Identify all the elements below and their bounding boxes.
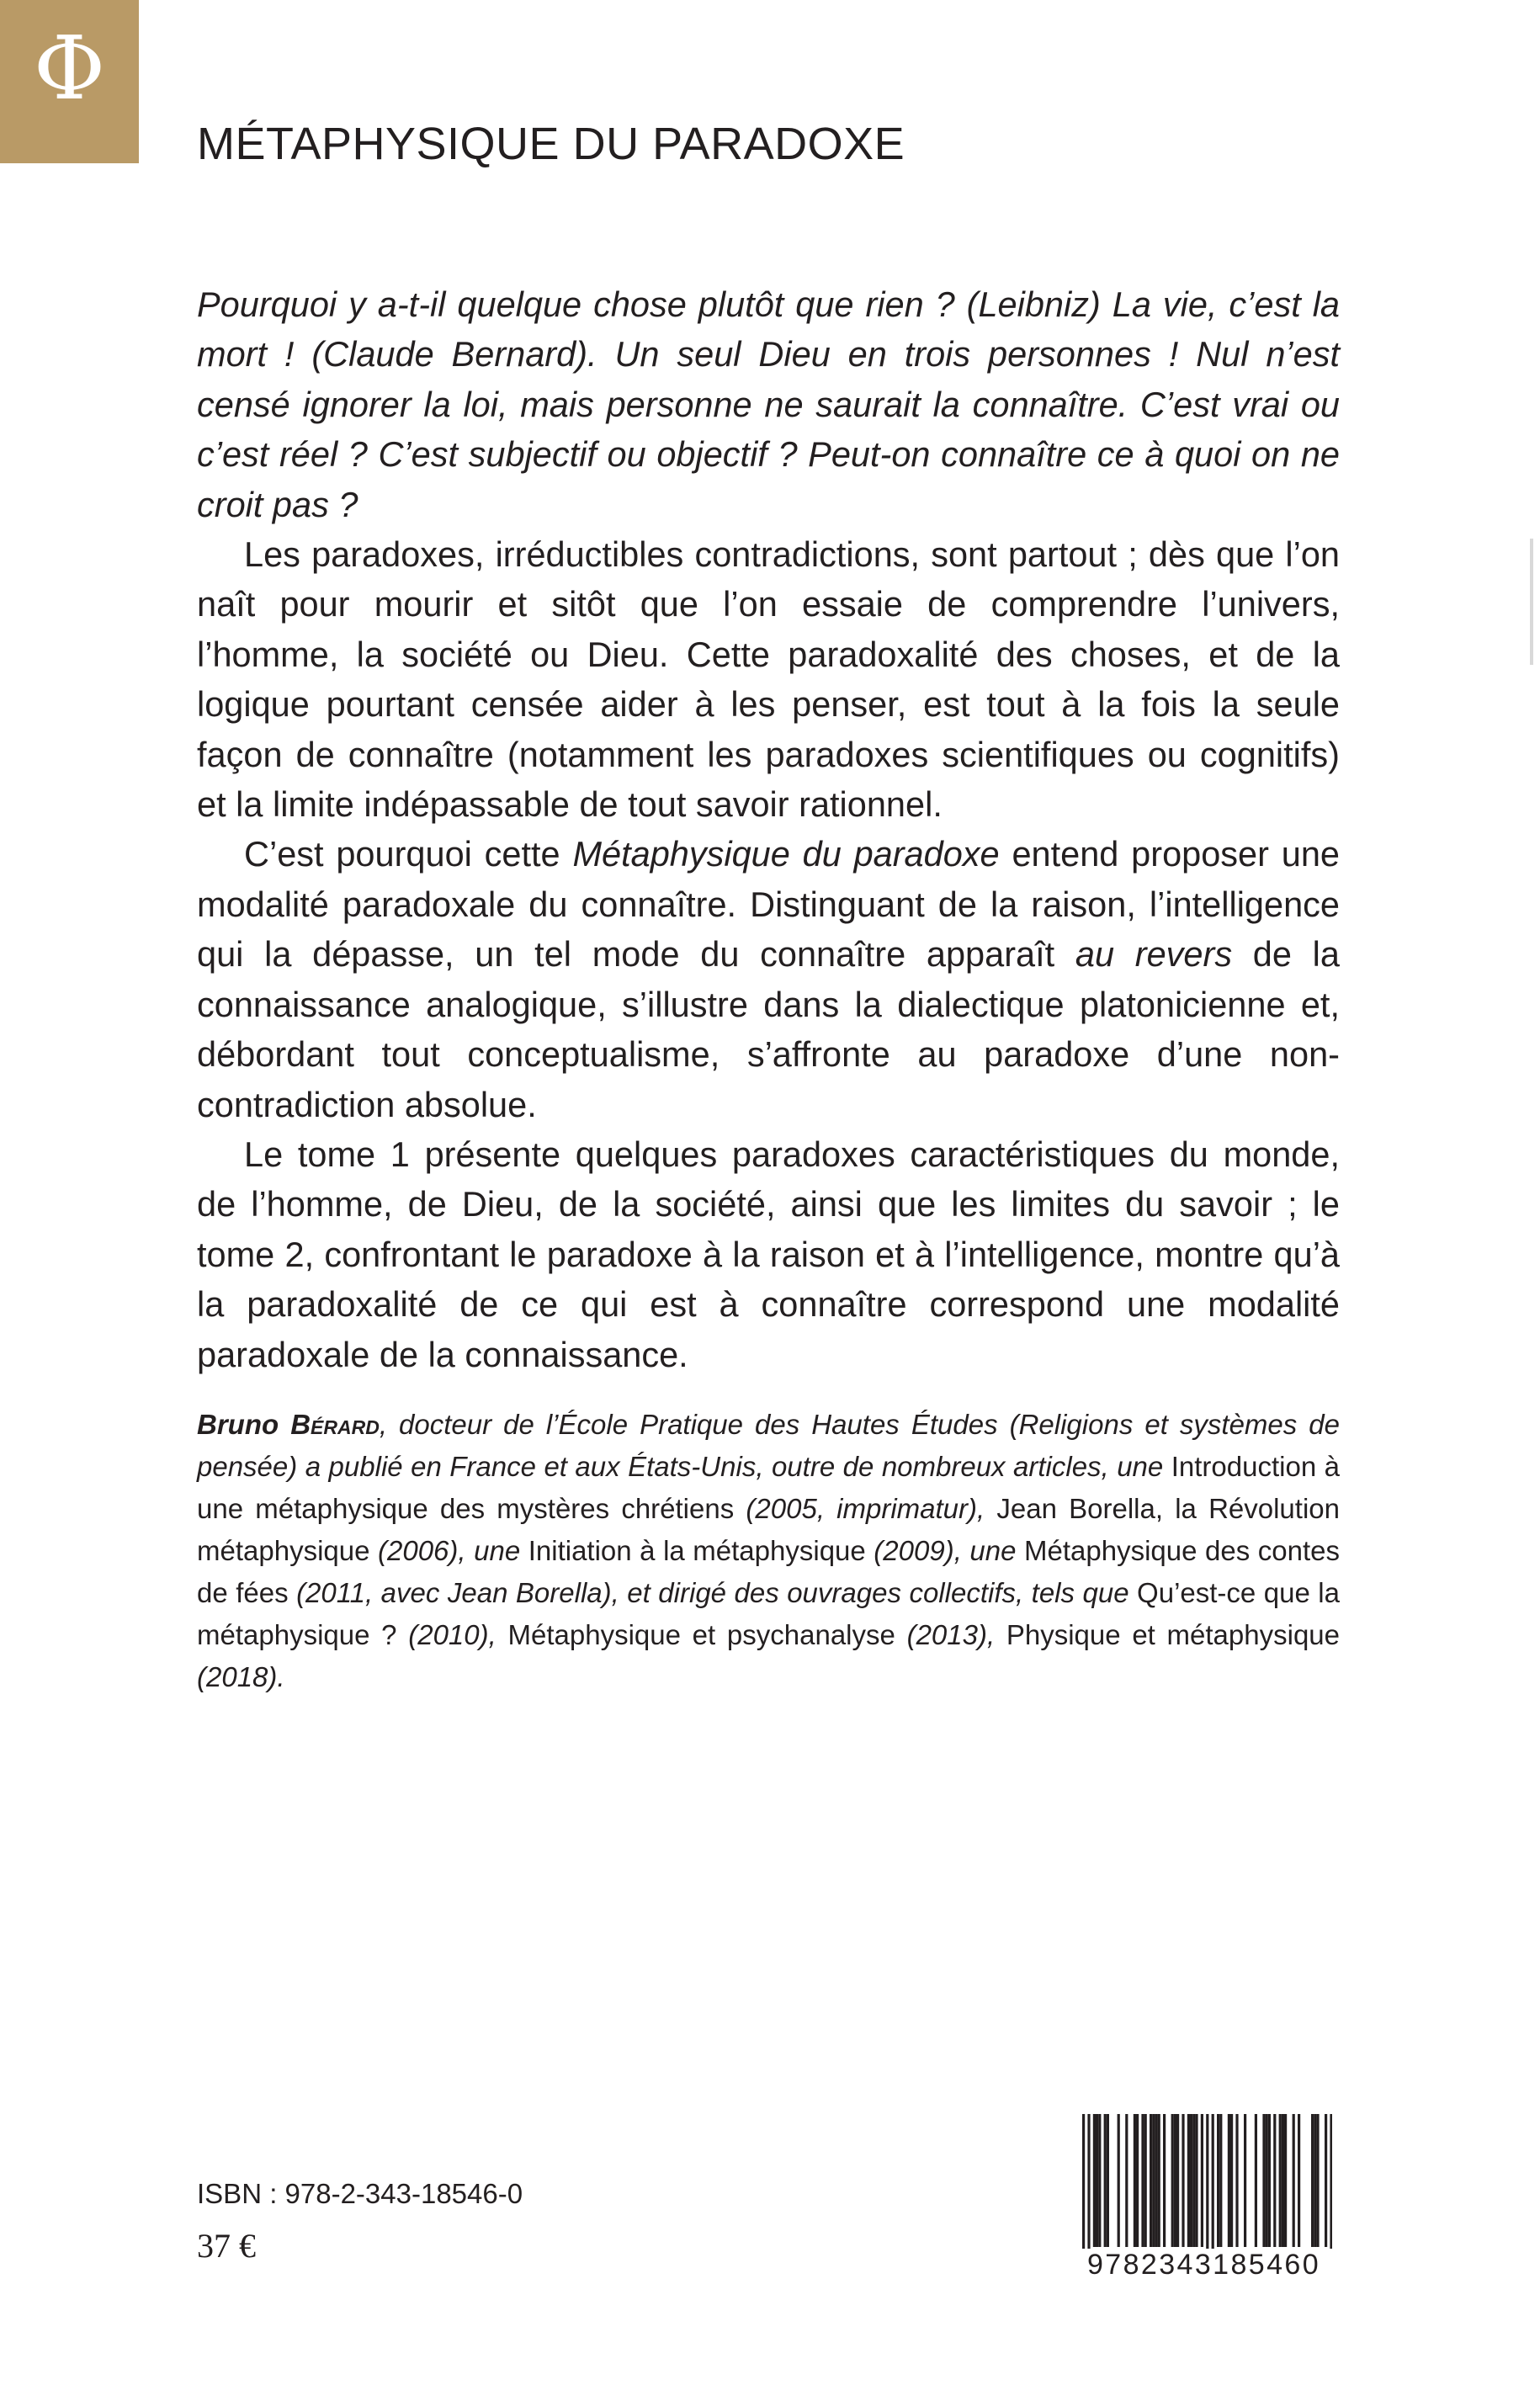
barcode-bar bbox=[1195, 2114, 1197, 2247]
barcode-bar bbox=[1266, 2114, 1268, 2247]
blurb-paragraph-1: Les paradoxes, irréductibles contradictions, sont partout ; dès que l’on naît pour mourir et sitôt que l’on essaie de comprendre l’univers, l’homme, la société ou Dieu. Cette paradoxalité des choses, et de la logique pourtant censée aider à les penser, est tout à la fois la seule façon de connaître (notamment les paradoxes scientifiques ou cognitifs) et la limite indépassable de tout savoir rationnel. bbox=[197, 534, 1340, 825]
work-title: Qu’est-ce que la métaphysique ? bbox=[197, 1577, 1340, 1650]
barcode-bar bbox=[1298, 2114, 1300, 2247]
barcode-bar bbox=[1230, 2114, 1233, 2247]
barcode-bar bbox=[1174, 2114, 1176, 2247]
barcode-bar bbox=[1273, 2114, 1276, 2247]
barcode-bar bbox=[1107, 2114, 1109, 2247]
barcode-bar bbox=[1098, 2114, 1101, 2247]
author-last-name: Bérard bbox=[290, 1409, 380, 1440]
barcode-bar bbox=[1325, 2114, 1327, 2247]
barcode-bar bbox=[1262, 2114, 1265, 2247]
barcode-bar bbox=[1087, 2114, 1090, 2259]
blurb-paragraph-2 bbox=[197, 829, 1340, 1129]
barcode-bar bbox=[1192, 2114, 1195, 2247]
bio-text: (2010), bbox=[396, 1619, 508, 1650]
price: 37 € bbox=[197, 2227, 256, 2265]
barcode-bar bbox=[1330, 2114, 1332, 2259]
barcode-bar bbox=[1150, 2114, 1152, 2247]
author-first-name: Bruno bbox=[197, 1409, 279, 1440]
barcode-bar bbox=[1082, 2114, 1085, 2259]
barcode-bar bbox=[1152, 2114, 1155, 2247]
barcode-bar bbox=[1212, 2114, 1214, 2259]
work-title: Initiation à la métaphysique bbox=[528, 1535, 866, 1566]
barcode-bar bbox=[1118, 2114, 1120, 2247]
book-title: MÉTAPHYSIQUE DU PARADOXE bbox=[197, 119, 905, 169]
barcode-bar bbox=[1136, 2114, 1139, 2247]
barcode-bar bbox=[1282, 2114, 1284, 2247]
barcode-bar bbox=[1096, 2114, 1098, 2247]
work-title: Introduction à une métaphysique des mystères chrétiens bbox=[197, 1451, 1341, 1524]
barcode-bar bbox=[1311, 2114, 1314, 2247]
work-title: Jean Borella, la Révolution métaphysique bbox=[197, 1493, 1340, 1566]
barcode-bar bbox=[1104, 2114, 1107, 2247]
work-title: Physique et métaphysique bbox=[1006, 1619, 1341, 1650]
barcode-bar bbox=[1093, 2114, 1096, 2247]
publisher-logo bbox=[0, 0, 139, 163]
barcode-bar bbox=[1279, 2114, 1282, 2247]
barcode-bar bbox=[1144, 2114, 1147, 2247]
barcode-bar bbox=[1316, 2114, 1319, 2247]
work-title: Métaphysique des contes de fées bbox=[197, 1535, 1340, 1608]
bio-text: , docteur de l’École Pratique des Hautes Études (Religions et systèmes de pensée) a publié en France et aux États-Unis, outre de nombreux articles, une bbox=[197, 1409, 1340, 1482]
barcode-bar bbox=[1158, 2114, 1160, 2247]
blurb-text: C’est pourquoi cette bbox=[244, 834, 573, 874]
blurb-text: de la connaissance analogique, s’illustre dans la dialectique platonicienne et, débordant tout conceptualisme, s’affronte au paradoxe d’une non-contradiction absolue. bbox=[197, 934, 1340, 1124]
barcode-bar bbox=[1206, 2114, 1208, 2259]
barcode-bar bbox=[1141, 2114, 1144, 2247]
blurb-paragraph-3: Le tome 1 présente quelques paradoxes caractéristiques du monde, de l’homme, de Dieu, de la société, ainsi que les limites du savoir ; le tome 2, confrontant le paradoxe à la raison et à l’intelligence, montre qu’à la paradoxalité de ce qui est à connaître correspond une modalité paradoxale de la connaissance. bbox=[197, 1134, 1340, 1374]
bio-text: (2011, avec Jean Borella), et dirigé des ouvrages collectifs, tels que bbox=[288, 1577, 1138, 1608]
epigraph-text: Pourquoi y a-t-il quelque chose plutôt que rien ? (Leibniz) La vie, c’est la mort ! (Claude Bernard). Un seul Dieu en trois personnes ! Nul n’est censé ignorer la loi, mais personne ne saurait la connaître. C’est vrai ou c’est réel ? C’est subjectif ou objectif ? Peut-on connaître ce à quoi on ne croit pas ? bbox=[197, 284, 1340, 524]
barcode-bar bbox=[1228, 2114, 1230, 2247]
author-bio bbox=[197, 1404, 1340, 1698]
isbn: ISBN : 978-2-343-18546-0 bbox=[197, 2178, 523, 2209]
barcode-bar bbox=[1219, 2114, 1222, 2247]
barcode-bar bbox=[1268, 2114, 1271, 2247]
barcode-bar bbox=[1176, 2114, 1179, 2247]
barcode-bar bbox=[1182, 2114, 1184, 2247]
barcode-bar bbox=[1244, 2114, 1246, 2247]
barcode-bar bbox=[1134, 2114, 1136, 2247]
bio-text: (2013), bbox=[895, 1619, 1006, 1650]
back-cover-blurb bbox=[197, 279, 1340, 1379]
barcode-bar bbox=[1255, 2114, 1257, 2247]
barcode-bar bbox=[1284, 2114, 1287, 2247]
bio-text: (2009), une bbox=[865, 1535, 1025, 1566]
barcode-number: 9782343185460 bbox=[1075, 2249, 1332, 2281]
barcode-bar bbox=[1201, 2114, 1203, 2247]
barcode-bar bbox=[1314, 2114, 1316, 2247]
barcode-bar bbox=[1235, 2114, 1238, 2247]
bio-text: (2018). bbox=[197, 1661, 285, 1692]
book-title-mention: Métaphysique du paradoxe bbox=[572, 834, 1000, 874]
epigraph-paragraph bbox=[197, 279, 1340, 529]
barcode bbox=[1075, 2114, 1332, 2281]
barcode-bar bbox=[1187, 2114, 1190, 2247]
barcode-bar bbox=[1125, 2114, 1128, 2247]
blurb-text: entend proposer une modalité paradoxale du connaître. Distinguant de la raison, l’intelligence qui la dépasse, un tel mode du connaître apparaît bbox=[197, 834, 1340, 975]
emphasis-text: au revers bbox=[1075, 934, 1233, 975]
barcode-bar bbox=[1293, 2114, 1295, 2247]
barcode-bar bbox=[1217, 2114, 1219, 2247]
bio-text: (2005, imprimatur), bbox=[734, 1493, 997, 1524]
barcode-bar bbox=[1190, 2114, 1192, 2247]
bio-text: (2006), une bbox=[369, 1535, 528, 1566]
phi-icon: Φ bbox=[33, 17, 106, 120]
work-title: Métaphysique et psychanalyse bbox=[507, 1619, 895, 1650]
barcode-bar bbox=[1171, 2114, 1174, 2247]
barcode-bar bbox=[1163, 2114, 1166, 2247]
spine-edge-mark bbox=[1530, 539, 1533, 665]
barcode-bar bbox=[1155, 2114, 1157, 2247]
barcode-bars bbox=[1075, 2114, 1332, 2261]
